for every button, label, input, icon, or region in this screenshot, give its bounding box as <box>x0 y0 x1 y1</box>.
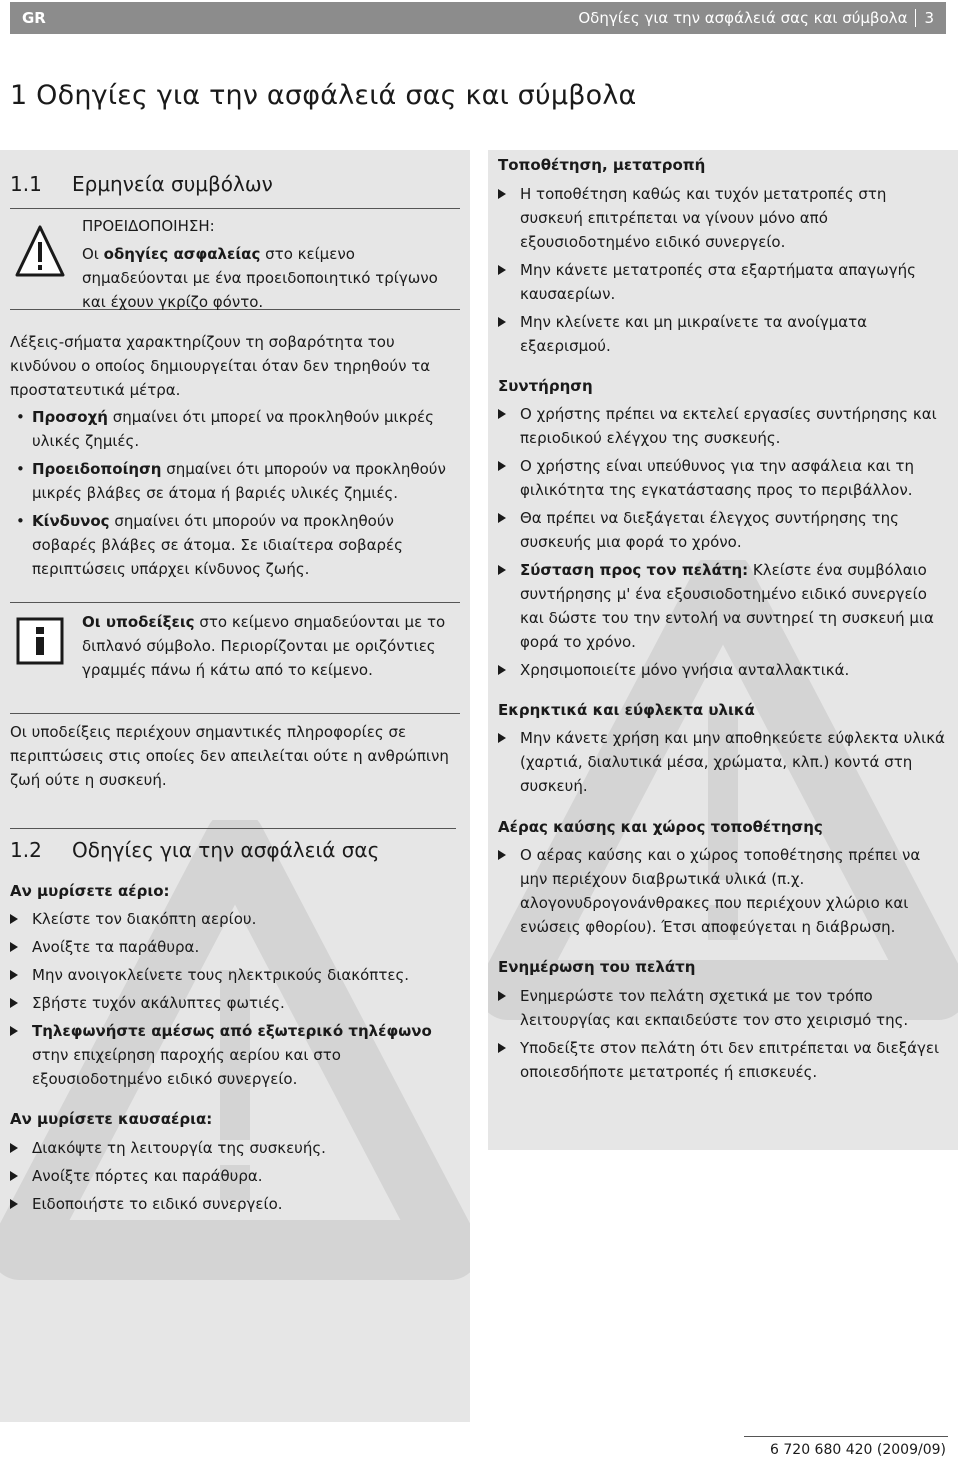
warning-box <box>10 208 460 310</box>
maintenance-heading: Συντήρηση <box>498 377 593 395</box>
divider <box>10 828 456 829</box>
info-icon <box>16 617 64 665</box>
list-item: Μην κλείνετε και μη μικραίνετε τα ανοίγματα εξαερισμού. <box>498 310 950 358</box>
warning-bold: οδηγίες ασφαλείας <box>103 245 261 263</box>
gas-smell-heading: Αν μυρίσετε αέριο: <box>10 882 170 900</box>
language-code: GR <box>22 9 46 27</box>
list-item: • Προειδοποίηση σημαίνει ότι μπορούν να προκληθούν μικρές βλάβες σε άτομα ή βαριές υλικές ζημιές. <box>10 457 460 505</box>
warning-triangle-icon <box>14 223 66 281</box>
list-item: Υποδείξτε στον πελάτη ότι δεν επιτρέπεται να διεξάγει οποιεσδήποτε μετατροπές ή επισκευές. <box>498 1036 950 1084</box>
header-right <box>578 9 934 27</box>
list-item: Σβήστε τυχόν ακάλυπτες φωτιές. <box>10 991 460 1015</box>
combustion-air-list <box>498 843 950 939</box>
list-item: Θα πρέπει να διεξάγεται έλεγχος συντήρησης της συσκευής μια φορά το χρόνο. <box>498 506 950 554</box>
list-item: Μην κάνετε μετατροπές στα εξαρτήματα απαγωγής καυσαερίων. <box>498 258 950 306</box>
customer-info-heading: Ενημέρωση του πελάτη <box>498 958 696 976</box>
footer-divider <box>744 1436 948 1437</box>
explosives-heading: Εκρηκτικά και εύφλεκτα υλικά <box>498 701 755 719</box>
list-item: Κλείστε τον διακόπτη αερίου. <box>10 907 460 931</box>
section-number: 1.1 <box>10 172 42 196</box>
gas-smell-list <box>10 907 460 1091</box>
list-item: Ανοίξτε πόρτες και παράθυρα. <box>10 1164 460 1188</box>
signal-words-list <box>10 405 460 581</box>
maintenance-list <box>498 402 950 682</box>
list-item: • Προσοχή σημαίνει ότι μπορεί να προκληθούν μικρές υλικές ζημιές. <box>10 405 460 453</box>
installation-heading: Τοποθέτηση, μετατροπή <box>498 156 706 174</box>
signal-words-paragraph: Λέξεις-σήματα χαρακτηρίζουν τη σοβαρότητα του κινδύνου ο οποίος δημιουργείται όταν δεν τηρηθούν τα προστατευτικά μέτρα. <box>10 333 431 399</box>
installation-list <box>498 182 950 358</box>
page-header <box>10 2 946 34</box>
list-item: Ενημερώστε τον πελάτη σχετικά με τον τρόπο λειτουργίας και εκπαιδεύστε τον στο χειρισμό της. <box>498 984 950 1032</box>
combustion-air-heading: Αέρας καύσης και χώρος τοποθέτησης <box>498 818 823 836</box>
list-item: Διακόψτε τη λειτουργία της συσκευής. <box>10 1136 460 1160</box>
flue-smell-list <box>10 1136 460 1216</box>
header-separator <box>915 9 916 27</box>
flue-smell-heading: Αν μυρίσετε καυσαέρια: <box>10 1110 213 1128</box>
explosives-list <box>498 726 950 798</box>
section-1-1-title <box>10 172 273 196</box>
customer-info-list <box>498 984 950 1084</box>
list-item: Ειδοποιήστε το ειδικό συνεργείο. <box>10 1192 460 1216</box>
section-number: 1.2 <box>10 838 42 862</box>
list-item: Σύσταση προς τον πελάτη: Κλείστε ένα συμβόλαιο συντήρησης μ' ένα εξουσιοδοτημένο ειδικό συνεργείο και δώστε του την εντολή να συντηρεί τη συσκευή μια φορά το χρόνο. <box>498 558 950 654</box>
section-title-text: Ερμηνεία συμβόλων <box>72 172 273 196</box>
info-paragraph: Οι υποδείξεις περιέχουν σημαντικές πληροφορίες σε περιπτώσεις στις οποίες δεν απειλείται ούτε η ανθρώπινη ζωή ούτε η συσκευή. <box>10 723 449 789</box>
list-item: Ο αέρας καύσης και ο χώρος τοποθέτησης πρέπει να μην περιέχουν διαβρωτικά υλικά (π.χ. αλογονυδρογονάνθρακες που περιέχουν χλώριο και ενώσεις φθορίου). Έτσι αποφεύγεται η διάβρωση. <box>498 843 950 939</box>
list-item: Χρησιμοποιείτε μόνο γνήσια ανταλλακτικά. <box>498 658 950 682</box>
document-number: 6 720 680 420 (2009/09) <box>770 1442 946 1458</box>
info-box <box>10 602 460 714</box>
list-item: • Κίνδυνος σημαίνει ότι μπορούν να προκληθούν σοβαρές βλάβες σε άτομα. Σε ιδιαίτερα σοβαρές περιπτώσεις υπάρχει κίνδυνος ζωής. <box>10 509 460 581</box>
header-title: Οδηγίες για την ασφάλειά σας και σύμβολα <box>578 9 908 27</box>
list-item: Μην κάνετε χρήση και μην αποθηκεύετε εύφλεκτα υλικά (χαρτιά, διαλυτικά μέσα, χρώματα, κλπ.) κοντά στη συσκευή. <box>498 726 950 798</box>
section-title-text: Οδηγίες για την ασφάλειά σας <box>72 838 380 862</box>
list-item: Τηλεφωνήστε αμέσως από εξωτερικό τηλέφωνο στην επιχείρηση παροχής αερίου και στο εξουσιοδοτημένο ειδικό συνεργείο. <box>10 1019 460 1091</box>
list-item: Ο χρήστης είναι υπεύθυνος για την ασφάλεια και τη φιλικότητα της εγκατάστασης προς το περιβάλλον. <box>498 454 950 502</box>
warning-title: ΠΡΟΕΙΔΟΠΟΙΗΣΗ: <box>82 217 215 235</box>
list-item: Ανοίξτε τα παράθυρα. <box>10 935 460 959</box>
warning-text: Οι οδηγίες ασφαλείας στο κείμενο σημαδεύονται με ένα προειδοποιητικό τρίγωνο και έχουν γκρίζο φόντο. <box>82 245 438 311</box>
list-item: Η τοποθέτηση καθώς και τυχόν μετατροπές στη συσκευή επιτρέπεται να γίνουν μόνο από εξουσιοδοτημένο ειδικό συνεργείο. <box>498 182 950 254</box>
page-number: 3 <box>924 9 934 27</box>
page-title: 1 Οδηγίες για την ασφάλειά σας και σύμβολα <box>10 80 637 111</box>
list-item: Ο χρήστης πρέπει να εκτελεί εργασίες συντήρησης και περιοδικού ελέγχου της συσκευής. <box>498 402 950 450</box>
section-1-2-title <box>10 838 379 862</box>
list-item: Μην ανοιγοκλείνετε τους ηλεκτρικούς διακόπτες. <box>10 963 460 987</box>
info-text: Οι υποδείξεις στο κείμενο σημαδεύονται με το διπλανό σύμβολο. Περιορίζονται με οριζόντιες γραμμές πάνω ή κάτω από το κείμενο. <box>82 613 446 679</box>
